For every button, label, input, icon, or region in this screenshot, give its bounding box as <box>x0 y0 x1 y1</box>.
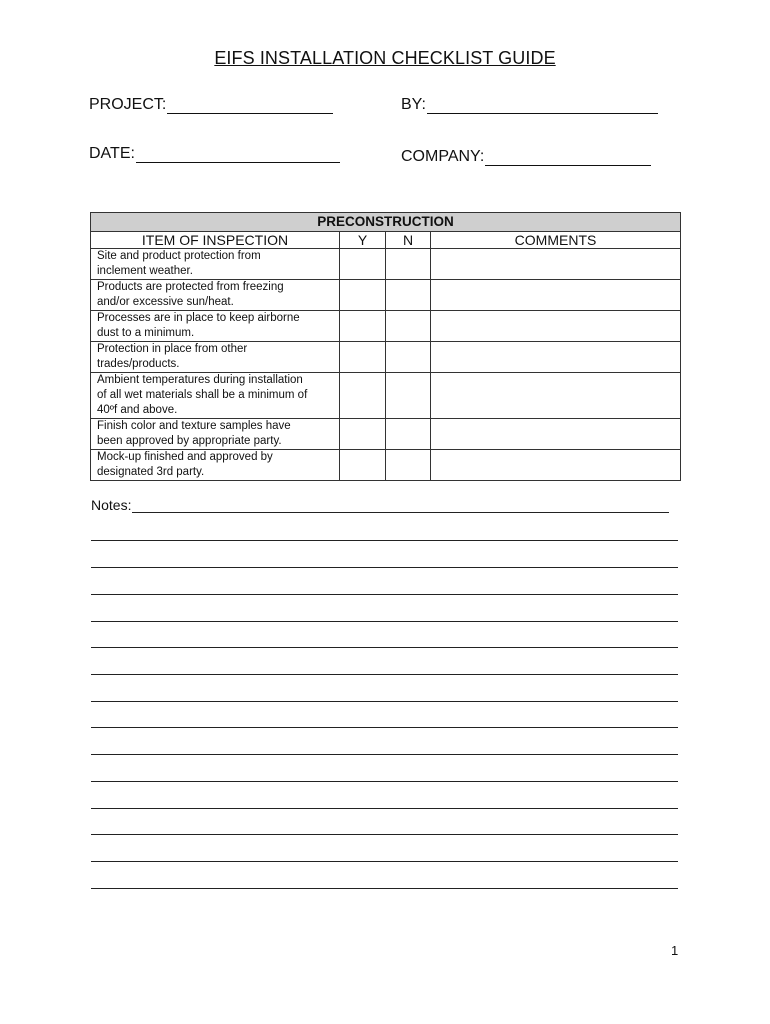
date-field <box>89 145 340 163</box>
column-header-comments: COMMENTS <box>431 232 681 249</box>
item-text-line: Protection in place from other <box>97 343 248 355</box>
notes-blank-line[interactable] <box>91 861 678 862</box>
yes-cell[interactable] <box>340 249 386 280</box>
preconstruction-table <box>90 212 681 481</box>
item-text-line: been approved by appropriate party. <box>97 435 282 447</box>
no-cell[interactable] <box>386 419 431 450</box>
yes-cell[interactable] <box>340 450 386 481</box>
date-label: DATE: <box>89 145 135 162</box>
item-text-line: trades/products. <box>97 358 180 370</box>
project-label: PROJECT: <box>89 96 167 113</box>
item-cell <box>91 280 340 311</box>
item-text-line: Finish color and texture samples have <box>97 420 291 432</box>
item-cell <box>91 419 340 450</box>
section-title: PRECONSTRUCTION <box>91 213 681 232</box>
yes-cell[interactable] <box>340 311 386 342</box>
item-text-line: dust to a minimum. <box>97 327 195 339</box>
comments-cell[interactable] <box>431 373 681 419</box>
item-text-line: 40ºf and above. <box>97 404 178 416</box>
no-cell[interactable] <box>386 373 431 419</box>
page-number: 1 <box>671 943 679 958</box>
table-row <box>91 280 681 311</box>
item-text-line: of all wet materials shall be a minimum of <box>97 389 308 401</box>
comments-cell[interactable] <box>431 450 681 481</box>
notes-blank-line[interactable] <box>91 647 678 648</box>
project-field <box>89 96 333 114</box>
column-header-no: N <box>386 232 431 249</box>
item-text-line: Ambient temperatures during installation <box>97 374 303 386</box>
no-cell[interactable] <box>386 450 431 481</box>
item-text-line: Processes are in place to keep airborne <box>97 312 300 324</box>
company-label: COMPANY: <box>401 148 485 165</box>
no-cell[interactable] <box>386 342 431 373</box>
item-cell <box>91 450 340 481</box>
notes-blank-line[interactable] <box>91 888 678 889</box>
yes-cell[interactable] <box>340 373 386 419</box>
date-blank-line[interactable] <box>136 146 340 163</box>
project-blank-line[interactable] <box>167 97 333 114</box>
comments-cell[interactable] <box>431 311 681 342</box>
no-cell[interactable] <box>386 249 431 280</box>
table-row <box>91 450 681 481</box>
table-row <box>91 311 681 342</box>
column-header-yes: Y <box>340 232 386 249</box>
item-text-line: Products are protected from freezing <box>97 281 284 293</box>
notes-blank-line[interactable] <box>91 754 678 755</box>
by-label: BY: <box>401 96 426 113</box>
item-text-line: and/or excessive sun/heat. <box>97 296 234 308</box>
comments-cell[interactable] <box>431 342 681 373</box>
item-cell <box>91 311 340 342</box>
column-header-item: ITEM OF INSPECTION <box>91 232 340 249</box>
notes-field <box>91 497 669 513</box>
company-blank-line[interactable] <box>485 149 651 166</box>
document-title: EIFS INSTALLATION CHECKLIST GUIDE <box>214 48 556 68</box>
company-field <box>401 148 651 166</box>
item-cell <box>91 342 340 373</box>
notes-blank-line[interactable] <box>91 674 678 675</box>
item-text-line: inclement weather. <box>97 265 193 277</box>
comments-cell[interactable] <box>431 280 681 311</box>
notes-blank-line[interactable] <box>91 727 678 728</box>
notes-blank-line[interactable] <box>91 621 678 622</box>
yes-cell[interactable] <box>340 342 386 373</box>
notes-blank-line[interactable] <box>91 567 678 568</box>
by-blank-line[interactable] <box>427 97 658 114</box>
notes-blank-line[interactable] <box>132 498 669 513</box>
comments-cell[interactable] <box>431 249 681 280</box>
no-cell[interactable] <box>386 280 431 311</box>
notes-blank-line[interactable] <box>91 834 678 835</box>
item-cell <box>91 373 340 419</box>
notes-blank-line[interactable] <box>91 540 678 541</box>
yes-cell[interactable] <box>340 419 386 450</box>
notes-blank-line[interactable] <box>91 808 678 809</box>
table-row <box>91 373 681 419</box>
comments-cell[interactable] <box>431 419 681 450</box>
item-text-line: Site and product protection from <box>97 250 261 262</box>
notes-label: Notes: <box>91 497 132 513</box>
notes-blank-line[interactable] <box>91 701 678 702</box>
item-text-line: Mock-up finished and approved by <box>97 451 273 463</box>
item-text-line: designated 3rd party. <box>97 466 205 478</box>
yes-cell[interactable] <box>340 280 386 311</box>
notes-blank-line[interactable] <box>91 781 678 782</box>
by-field <box>401 96 658 114</box>
notes-blank-line[interactable] <box>91 594 678 595</box>
table-row <box>91 342 681 373</box>
no-cell[interactable] <box>386 311 431 342</box>
item-cell <box>91 249 340 280</box>
table-row <box>91 419 681 450</box>
table-row <box>91 249 681 280</box>
